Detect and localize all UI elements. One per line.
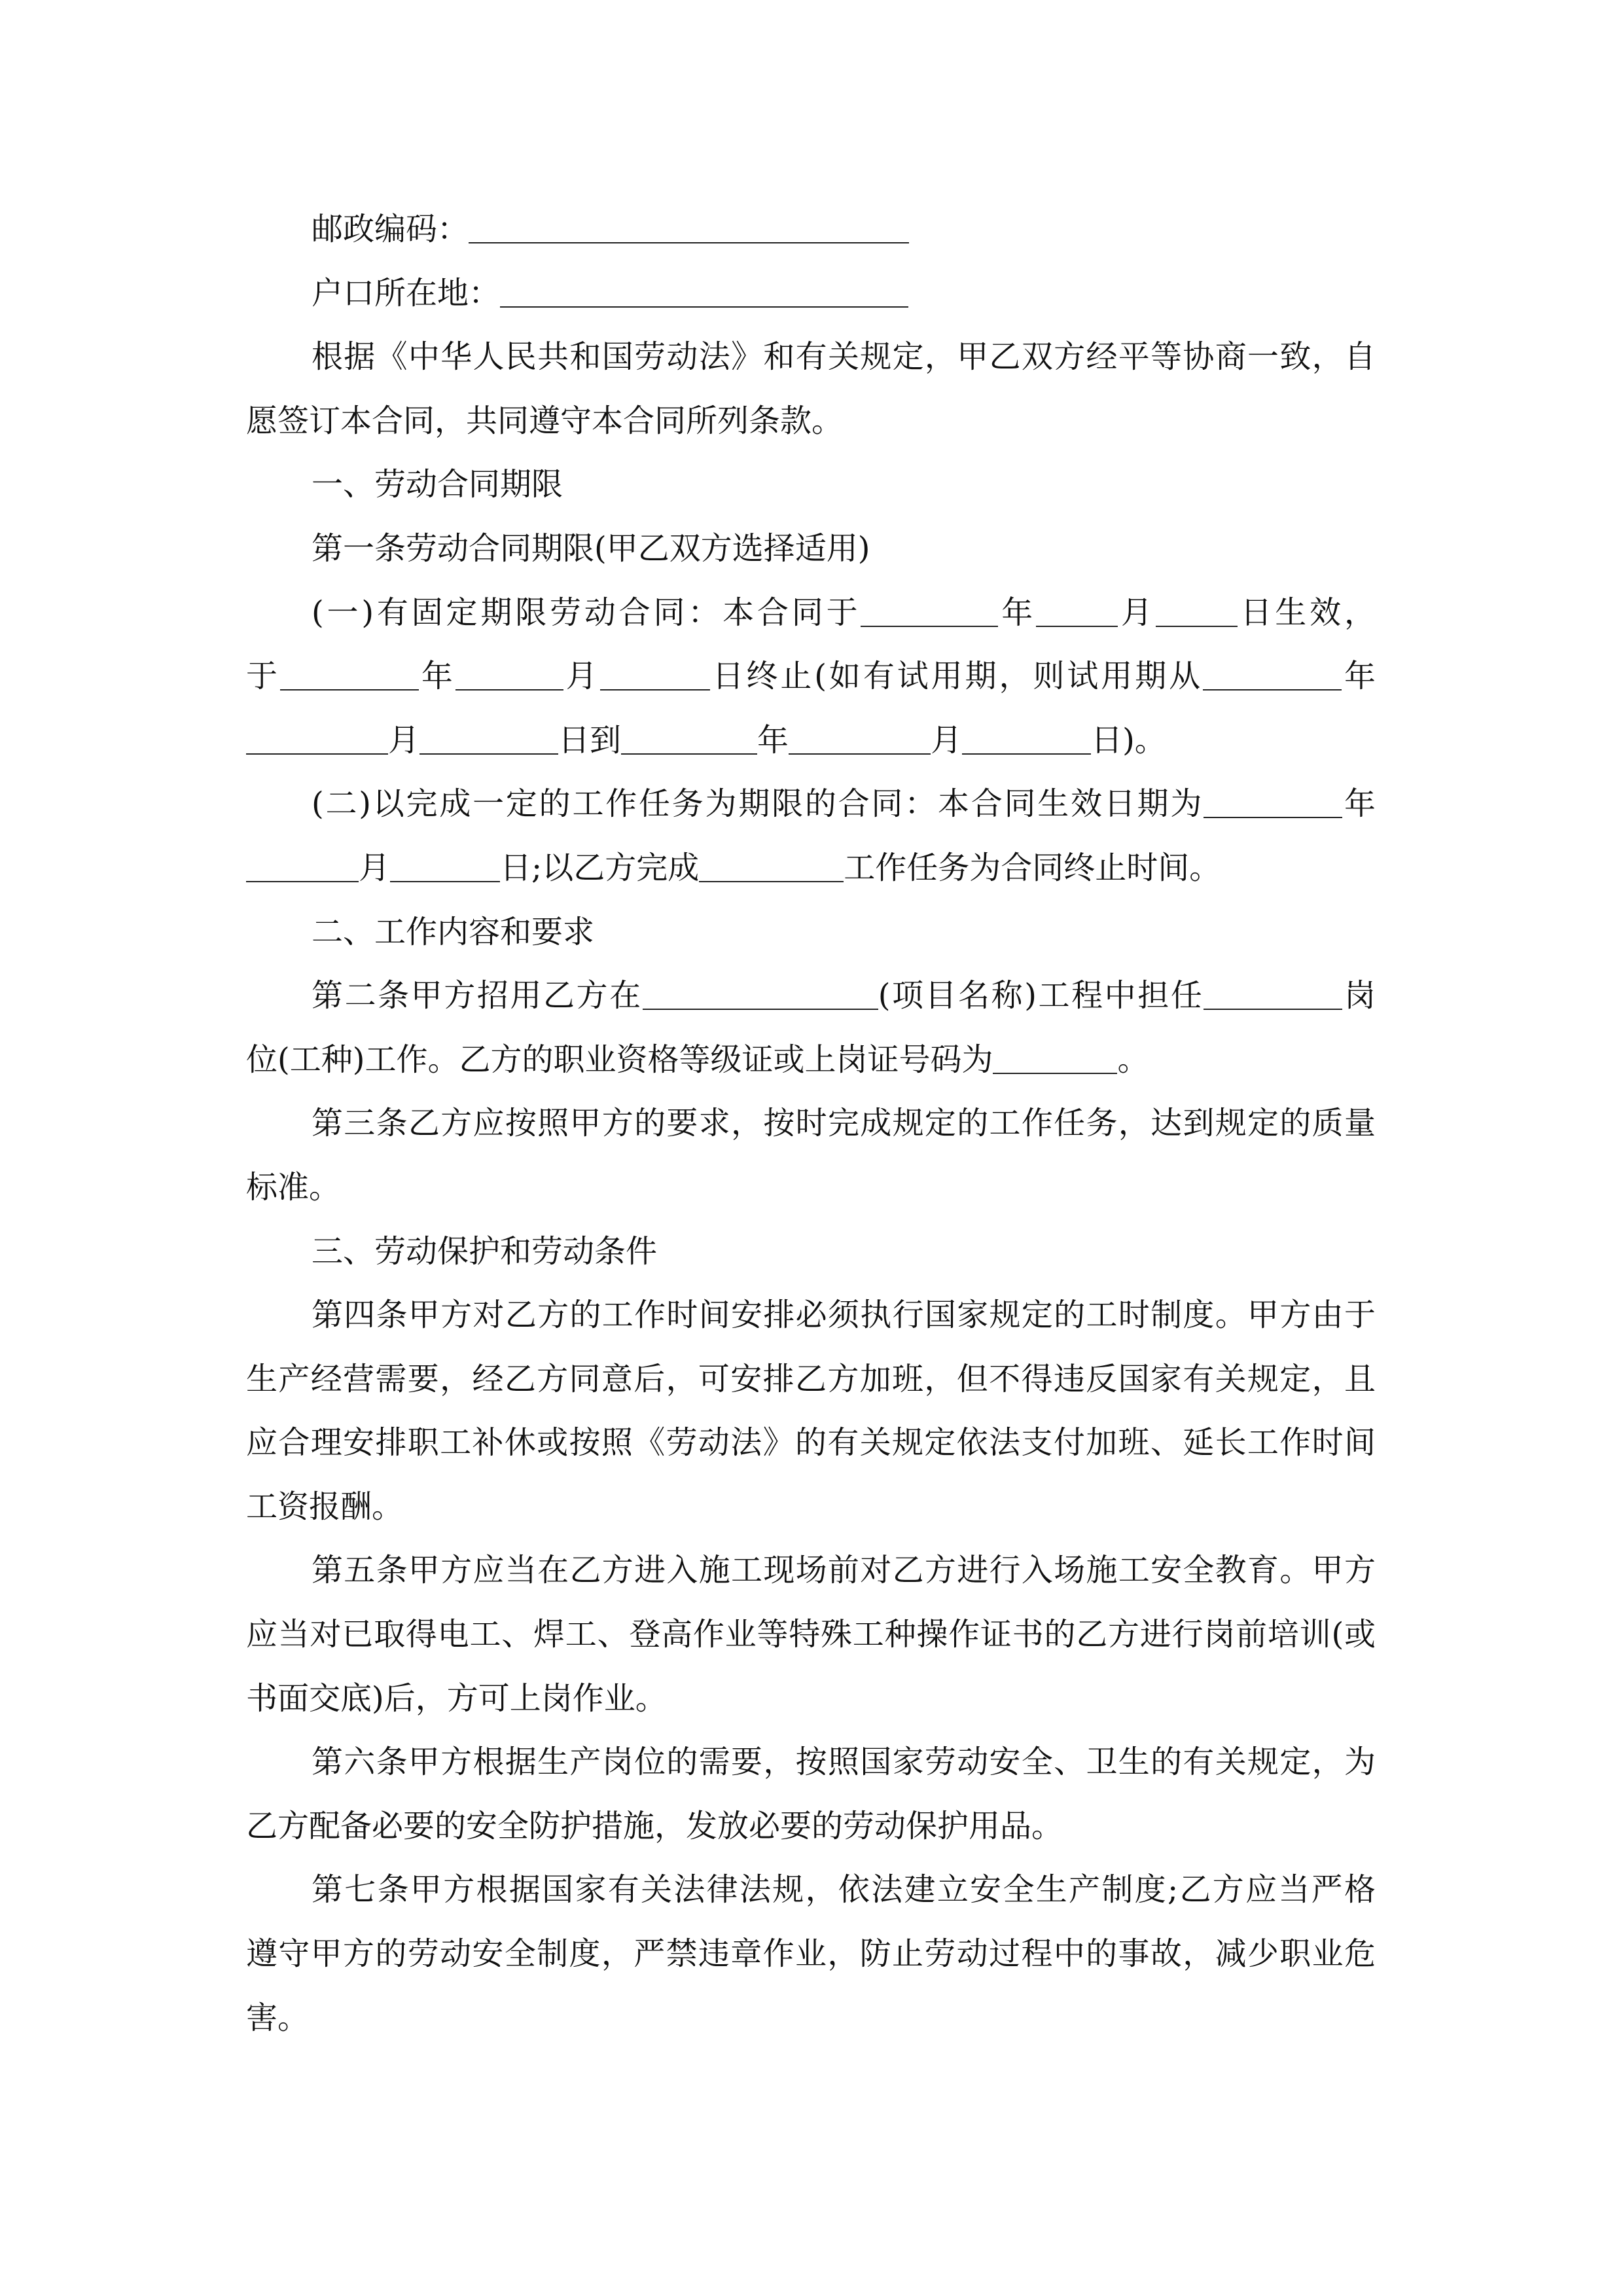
article-2-line [246,1028,1376,1092]
article-6-line: 第六条甲方根据生产岗位的需要，按照国家劳动安全、卫生的有关规定，为 [312,1744,1376,1781]
start-month-blank[interactable] [1036,600,1118,627]
article-4-line: 生产经营需要，经乙方同意后，可安排乙方加班，但不得违反国家有关规定，且 [246,1360,1376,1397]
article-1-task-term-line [246,772,1376,836]
article-1-end-line [246,645,1376,709]
article-4-line: 第四条甲方对乙方的工作时间安排必须执行国家规定的工时制度。甲方由于 [312,1297,1376,1334]
text: 工作任务为合同终止时间。 [844,849,1221,886]
article-5-line: 第五条甲方应当在乙方进入施工现场前对乙方进行入场施工安全教育。甲方 [312,1552,1376,1589]
article-5-line: 书面交底)后，方可上岗作业。 [246,1679,667,1717]
section-heading-3: 三、劳动保护和劳动条件 [312,1232,658,1270]
text: 日;以乙方完成 [500,849,700,886]
text: (二)以完成一定的工作任务为期限的合同：本合同生效日期为 [312,785,1204,823]
text: 月 [931,721,963,759]
probation-end-year-blank[interactable] [621,727,757,755]
postal-code-blank[interactable] [469,216,909,243]
probation-start-month-blank[interactable] [246,727,388,755]
article-7-line: 第七条甲方根据国家有关法律法规，依法建立安全生产制度;乙方应当严格 [312,1871,1376,1909]
end-day-blank[interactable] [600,663,710,691]
article-3-line: 第三条乙方应按照甲方的要求，按时完成规定的工作任务，达到规定的质量 [312,1105,1376,1142]
text: 年 [998,594,1037,631]
article-5-line: 应当对已取得电工、焊工、登高作业等特殊工种操作证书的乙方进行岗前培训(或 [246,1616,1376,1653]
section-heading-1: 一、劳动合同期限 [312,466,563,503]
text: 日生效， [1237,594,1376,631]
text: 月 [1118,594,1156,631]
probation-start-year-blank[interactable] [1203,663,1342,691]
text: 月 [388,721,420,759]
text: 日终止(如有试用期，则试用期从 [709,658,1204,695]
article-4-line: 工资报酬。 [246,1488,404,1525]
hukou-blank[interactable] [500,280,908,308]
text: 年 [1342,658,1376,695]
text: 。 [1117,1041,1149,1078]
preamble-line: 愿签订本合同，共同遵守本合同所列条款。 [246,402,844,439]
probation-end-day-blank[interactable] [962,727,1091,755]
text: 位(工种)工作。乙方的职业资格等级证或上岗证号码为 [246,1041,993,1078]
article-7-line: 遵守甲方的劳动安全制度，严禁违章作业，防止劳动过程中的事故，减少职业危 [246,1935,1376,1973]
text: 年 [757,721,789,759]
probation-start-day-blank[interactable] [419,727,558,755]
text: 日)。 [1091,721,1166,759]
project-name-blank[interactable] [643,982,878,1010]
effective-month-blank[interactable] [246,855,359,882]
text: 于 [246,658,280,695]
effective-year-blank[interactable] [1204,791,1342,818]
start-year-blank[interactable] [861,600,998,627]
certificate-number-blank[interactable] [993,1047,1117,1074]
text: (一)有固定期限劳动合同：本合同于 [312,594,861,631]
article-6-line: 乙方配备必要的安全防护措施，发放必要的劳动保护用品。 [246,1807,1063,1844]
text: 岗 [1342,977,1376,1014]
section-heading-2: 二、工作内容和要求 [312,913,595,950]
article-7-line: 害。 [246,1999,310,2036]
text: 年 [418,658,455,695]
hukou-line [246,262,1376,326]
text: 月 [359,849,391,886]
article-2-line [246,964,1376,1028]
postal-code-label: 邮政编码： [312,211,469,247]
article-1-probation-line [246,709,1376,773]
article-1-title: 第一条劳动合同期限(甲乙双方选择适用) [312,529,870,567]
probation-end-month-blank[interactable] [789,727,931,755]
text: 日到 [558,721,622,759]
text: 第二条甲方招用乙方在 [312,977,643,1014]
hukou-label: 户口所在地： [312,274,501,312]
article-1-task-end-line [246,836,1376,901]
article-3-line: 标准。 [246,1168,341,1206]
position-blank[interactable] [1204,982,1342,1010]
effective-day-blank[interactable] [390,855,500,882]
contract-page [246,198,1376,2050]
postal-code-line [246,198,1376,262]
task-name-blank[interactable] [699,855,844,882]
article-4-line: 应合理安排职工补休或按照《劳动法》的有关规定依法支付加班、延长工作时间 [246,1424,1376,1462]
text: (项目名称)工程中担任 [878,977,1204,1014]
text: 月 [563,658,600,695]
end-year-blank[interactable] [280,663,419,691]
text: 年 [1342,785,1376,823]
end-month-blank[interactable] [455,663,563,691]
article-1-fixed-term-line [246,581,1376,645]
preamble-line: 根据《中华人民共和国劳动法》和有关规定，甲乙双方经平等协商一致，自 [312,338,1376,376]
start-day-blank[interactable] [1156,600,1238,627]
